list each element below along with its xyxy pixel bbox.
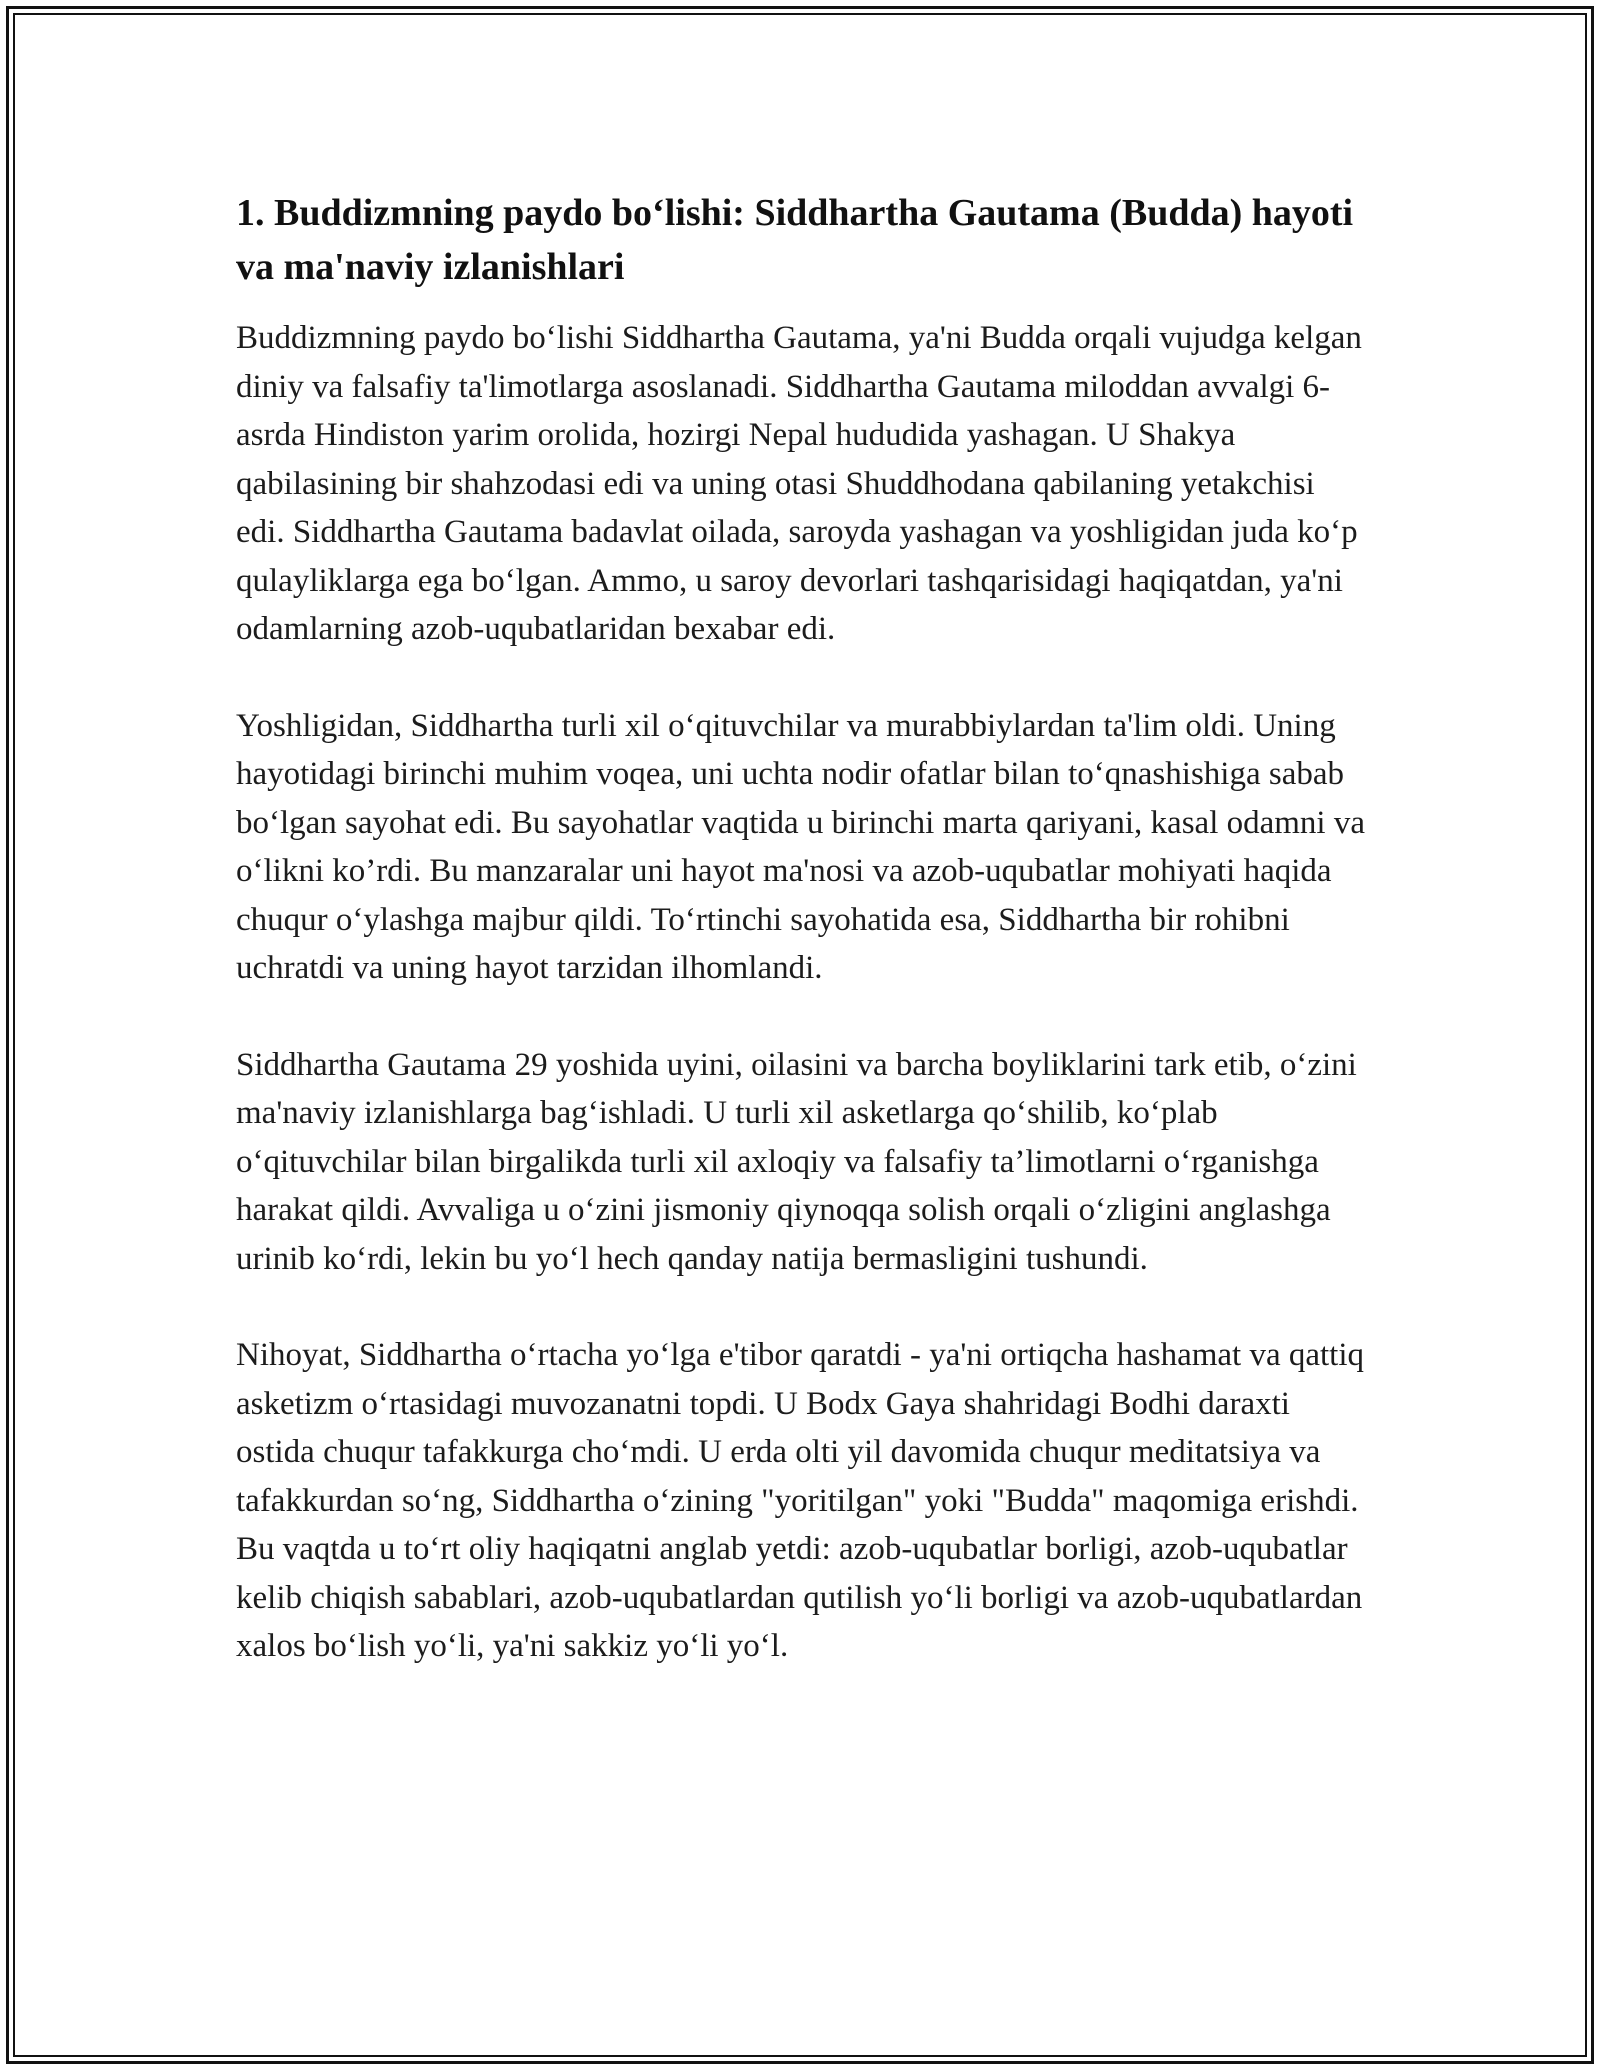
section-heading: 1. Buddizmning paydo bo‘lishi: Siddhartha Gautama (Budda) hayoti va ma'naviy izlanishlari	[236, 192, 1354, 288]
paragraph-4: Nihoyat, Siddhartha o‘rtacha yo‘lga e'tibor qaratdi - ya'ni ortiqcha hashamat va qattiq asketizm o‘rtasidagi muvozanatni topdi. U Bodx Gaya shahridagi Bodhi daraxti ostida chuqur tafakkurga cho‘mdi. U erda olti yil davomida chuqur meditatsiya va tafakkurdan so‘ng, Siddhartha o‘zining "yoritilgan" yoki "Budda" maqomiga erishdi. Bu vaqtda u to‘rt oliy haqiqatni anglab yetdi: azob-uqubatlar borligi, azob-uqubatlar kelib chiqish sabablari, azob-uqubatlardan qutilish yo‘li borligi va azob-uqubatlardan xalos bo‘lish yo‘li, ya'ni sakkiz yo‘li yo‘l.	[236, 1337, 1365, 1664]
document-page	[236, 186, 1366, 1719]
paragraph-1: Buddizmning paydo bo‘lishi Siddhartha Gautama, ya'ni Budda orqali vujudga kelgan diniy va falsafiy ta'limotlarga asoslanadi. Siddhartha Gautama miloddan avvalgi 6-asrda Hindiston yarim orolida, hozirgi Nepal hududida yashagan. U Shakya qabilasining bir shahzodasi edi va uning otasi Shuddhodana qabilaning yetakchisi edi. Siddhartha Gautama badavlat oilada, saroyda yashagan va yoshligidan juda ko‘p qulayliklarga ega bo‘lgan. Ammo, u saroy devorlari tashqarisidagi haqiqatdan, ya'ni odamlarning azob-uqubatlaridan bexabar edi.	[236, 320, 1362, 647]
paragraph-2: Yoshligidan, Siddhartha turli xil o‘qituvchilar va murabbiylardan ta'lim oldi. Uning hayotidagi birinchi muhim voqea, uni uchta nodir ofatlar bilan to‘qnashishiga sabab bo‘lgan sayohat edi. Bu sayohatlar vaqtida u birinchi marta qariyani, kasal odamni va o‘likni ko’rdi. Bu manzaralar uni hayot ma'nosi va azob-uqubatlar mohiyati haqida chuqur o‘ylashga majbur qildi. To‘rtinchi sayohatida esa, Siddhartha bir rohibni uchratdi va uning hayot tarzidan ilhomlandi.	[236, 707, 1365, 986]
paragraph-3: Siddhartha Gautama 29 yoshida uyini, oilasini va barcha boyliklarini tark etib, o‘zini ma'naviy izlanishlarga bag‘ishladi. U turli xil asketlarga qo‘shilib, ko‘plab o‘qituvchilar bilan birgalikda turli xil axloqiy va falsafiy ta’limotlarni o‘rganishga harakat qildi. Avvaliga u o‘zini jismoniy qiynoqqa solish orqali o‘zligini anglashga urinib ko‘rdi, lekin bu yo‘l hech qanday natija bermasligini tushundi.	[236, 1046, 1357, 1277]
